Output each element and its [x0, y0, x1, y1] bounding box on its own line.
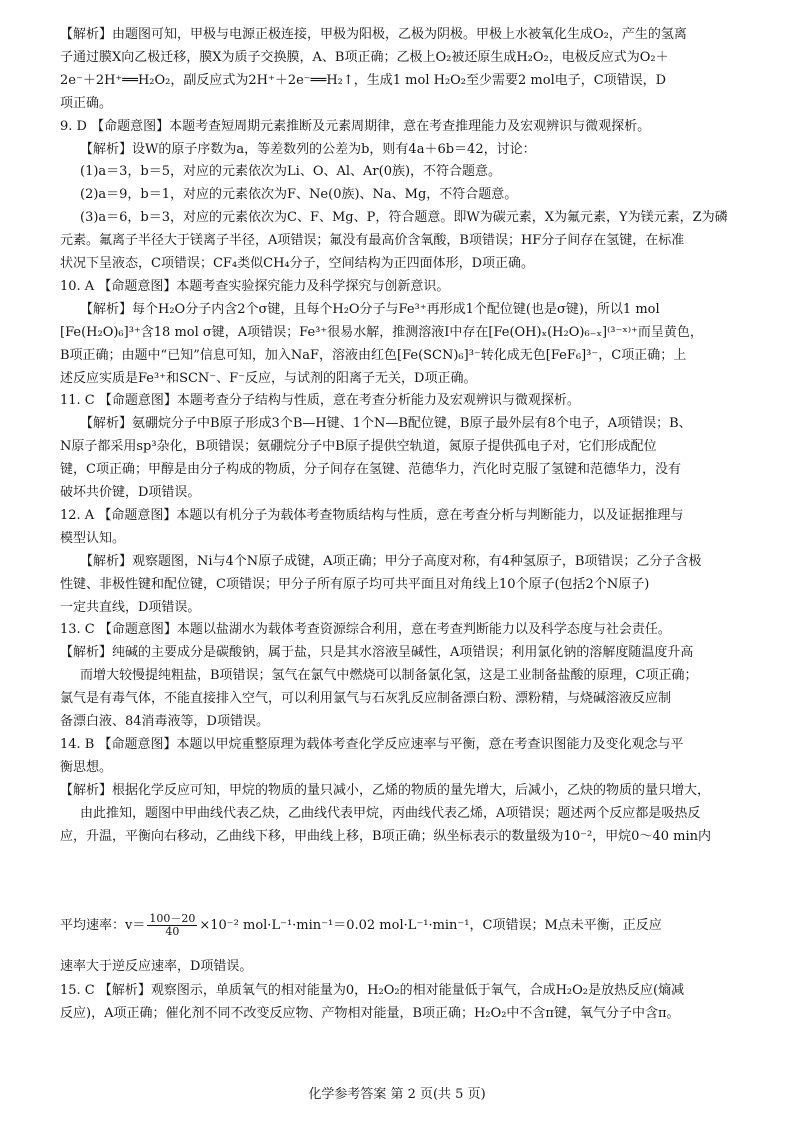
- text-line: 2e⁻＋2H⁺══H₂O₂，副反应式为2H⁺＋2e⁻══H₂↑，生成1 mol H₂O₂至少需要2 mol电子，C项错误，D: [60, 72, 667, 88]
- text-line: 15. C 【解析】观察图示，单质氧气的相对能量为0，H₂O₂的相对能量低于氧气，合成H₂O₂是放热反应(熵减: [60, 982, 685, 998]
- text-line: 述反应实质是Fe³⁺和SCN⁻、F⁻反应，与试剂的阳离子无关，D项正确。: [60, 370, 477, 386]
- text-line: 【解析】纯碱的主要成分是碳酸钠，属于盐，只是其水溶液呈碱性，A项错误；利用氯化钠的溶解度随温度升高: [60, 645, 694, 661]
- text-line: 10. A 【命题意图】本题考查实验探究能力及科学探究与创新意识。: [60, 278, 450, 294]
- rate-formula-line: [60, 908, 750, 944]
- rate-prefix: 平均速率：v＝: [60, 918, 146, 933]
- text-line: (3)a＝6，b＝3，对应的元素依次为C、F、Mg、P，符合题意。即W为碳元素，X为氟元素，Y为镁元素，Z为磷: [80, 210, 728, 226]
- text-line: 【解析】观察题图，Ni与4个N原子成键，A项正确；甲分子高度对称，有4种氢原子，B项错误；乙分子含极: [80, 553, 702, 569]
- text-line: 【解析】每个H₂O分子内含2个σ键，且每个H₂O分子与Fe³⁺再形成1个配位键(也是σ键)，所以1 mol: [80, 301, 660, 317]
- text-line: 氯气是有毒气体，不能直接排入空气，可以利用氯气与石灰乳反应制备漂白粉、漂粉精，与烧碱溶液反应制: [60, 691, 672, 707]
- text-line: B项正确；由题中“已知”信息可知，加入NaF，溶液由红色[Fe(SCN)₆]³⁻转化成无色[FeF₆]³⁻，C项正确；上: [60, 347, 687, 363]
- text-line: 反应)，A项正确；催化剂不同不改变反应物、产物相对能量，B项正确；H₂O₂中不含π键，氧气分子中含π。: [60, 1006, 680, 1021]
- text-line: 【解析】设W的原子序数为a，等差数列的公差为b，则有4a＋6b＝42，讨论：: [80, 141, 536, 157]
- text-line: 【解析】根据化学反应可知，甲烷的物质的量只减小，乙烯的物质的量先增大，后减小，乙炔的物质的量只增大，: [60, 782, 711, 798]
- fraction-numerator: 100－20: [149, 912, 196, 925]
- text-line: 11. C 【命题意图】本题考查分子结构与性质，意在考查分析能力及宏观辨识与微观探析。: [60, 393, 580, 409]
- text-line: 一定共直线，D项错误。: [60, 599, 201, 615]
- rate-suffix: ×10⁻² mol·L⁻¹·min⁻¹＝0.02 mol·L⁻¹·min⁻¹，C项错误；M点未平衡，正反应: [199, 918, 662, 933]
- text-line: 应，升温，平衡向右移动，乙曲线下移，甲曲线上移，B项正确；纵坐标表示的数量级为10⁻²，甲烷0～40 min内: [60, 828, 711, 844]
- page-footer: 化学参考答案 第 2 页(共 5 页): [308, 1087, 486, 1102]
- text-line: 14. B 【命题意图】本题以甲烷重整原理为载体考查化学反应速率与平衡，意在考查识图能力及变化观念与平: [60, 736, 684, 752]
- text-line: 【解析】由题图可知，甲极与电源正极连接，甲极为阳极，乙极为阴极。甲极上水被氧化生成O₂，产生的氢离: [60, 27, 687, 42]
- text-line: [Fe(H₂O)₆]³⁺含18 mol σ键，A项错误；Fe³⁺很易水解，推测溶液Ⅰ中存在[Fe(OH)ₓ(H₂O)₆₋ₓ]⁽³⁻ˣ⁾⁺而呈黄色，: [60, 324, 703, 340]
- text-line: 12. A 【命题意图】本题以有机分子为载体考查物质结构与性质，意在考查分析与判断能力，以及证据推理与: [60, 507, 684, 523]
- text-line: 元素。氟离子半径大于镁离子半径，A项错误；氟没有最高价含氧酸，B项错误；HF分子间存在氢键，在标准: [60, 233, 685, 249]
- text-line: (1)a＝3，b＝5，对应的元素依次为Li、O、Al、Ar(0族)，不符合题意。: [80, 164, 502, 180]
- text-line: 备漂白液、84消毒液等，D项错误。: [60, 714, 269, 729]
- text-line: 13. C 【命题意图】本题以盐湖水为载体考查资源综合利用，意在考查判断能力以及科学态度与社会责任。: [60, 622, 671, 638]
- text-line: 而增大较慢提纯粗盐，B项错误；氢气在氯气中燃烧可以制备氯化氢，这是工业制备盐酸的原理，C项正确；: [80, 668, 698, 684]
- text-line: 9. D 【命题意图】本题考查短周期元素推断及元素周期律，意在考查推理能力及宏观辨识与微观探析。: [60, 118, 651, 134]
- text-line: 子通过膜X向乙极迁移，膜X为质子交换膜，A、B项正确；乙极上O₂被还原生成H₂O₂，电极反应式为O₂＋: [60, 49, 669, 65]
- text-line: 模型认知。: [60, 530, 126, 546]
- text-line: 性键、非极性键和配位键，C项错误；甲分子所有原子均可共平面且对角线上10个原子(包括2个N原子): [60, 576, 650, 592]
- text-line: (2)a＝9，b＝1，对应的元素依次为F、Ne(0族)、Na、Mg，不符合题意。: [80, 187, 518, 203]
- text-line: 破坏共价键，D项错误。: [60, 485, 201, 500]
- text-line: 衡思想。: [60, 759, 113, 775]
- text-line: 速率大于逆反应速率，D项错误。: [60, 959, 253, 974]
- text-line: 由此推知，题图中甲曲线代表乙炔，乙曲线代表甲烷，丙曲线代表乙烯，A项错误；题述两个反应都是吸热反: [80, 805, 701, 821]
- text-line: 【解析】氨硼烷分子中B原子形成3个B—H键、1个N—B配位键，B原子最外层有8个电子，A项错误；B、: [80, 416, 692, 432]
- text-line: 键，C项正确；甲醇是由分子构成的物质，分子间存在氢键、范德华力，汽化时克服了氢键和范德华力，没有: [60, 462, 681, 478]
- text-block-rate: [60, 908, 750, 944]
- fraction-denominator: 40: [165, 925, 180, 938]
- text-line: 项正确。: [60, 95, 113, 111]
- text-line: N原子都采用sp³杂化，B项错误；氨硼烷分子中B原子提供空轨道，氮原子提供孤电子对，它们形成配位: [60, 439, 657, 455]
- rate-fraction: [147, 913, 197, 938]
- text-line: 状况下呈液态，C项错误；CF₄类似CH₄分子，空间结构为正四面体形，D项正确。: [60, 256, 535, 271]
